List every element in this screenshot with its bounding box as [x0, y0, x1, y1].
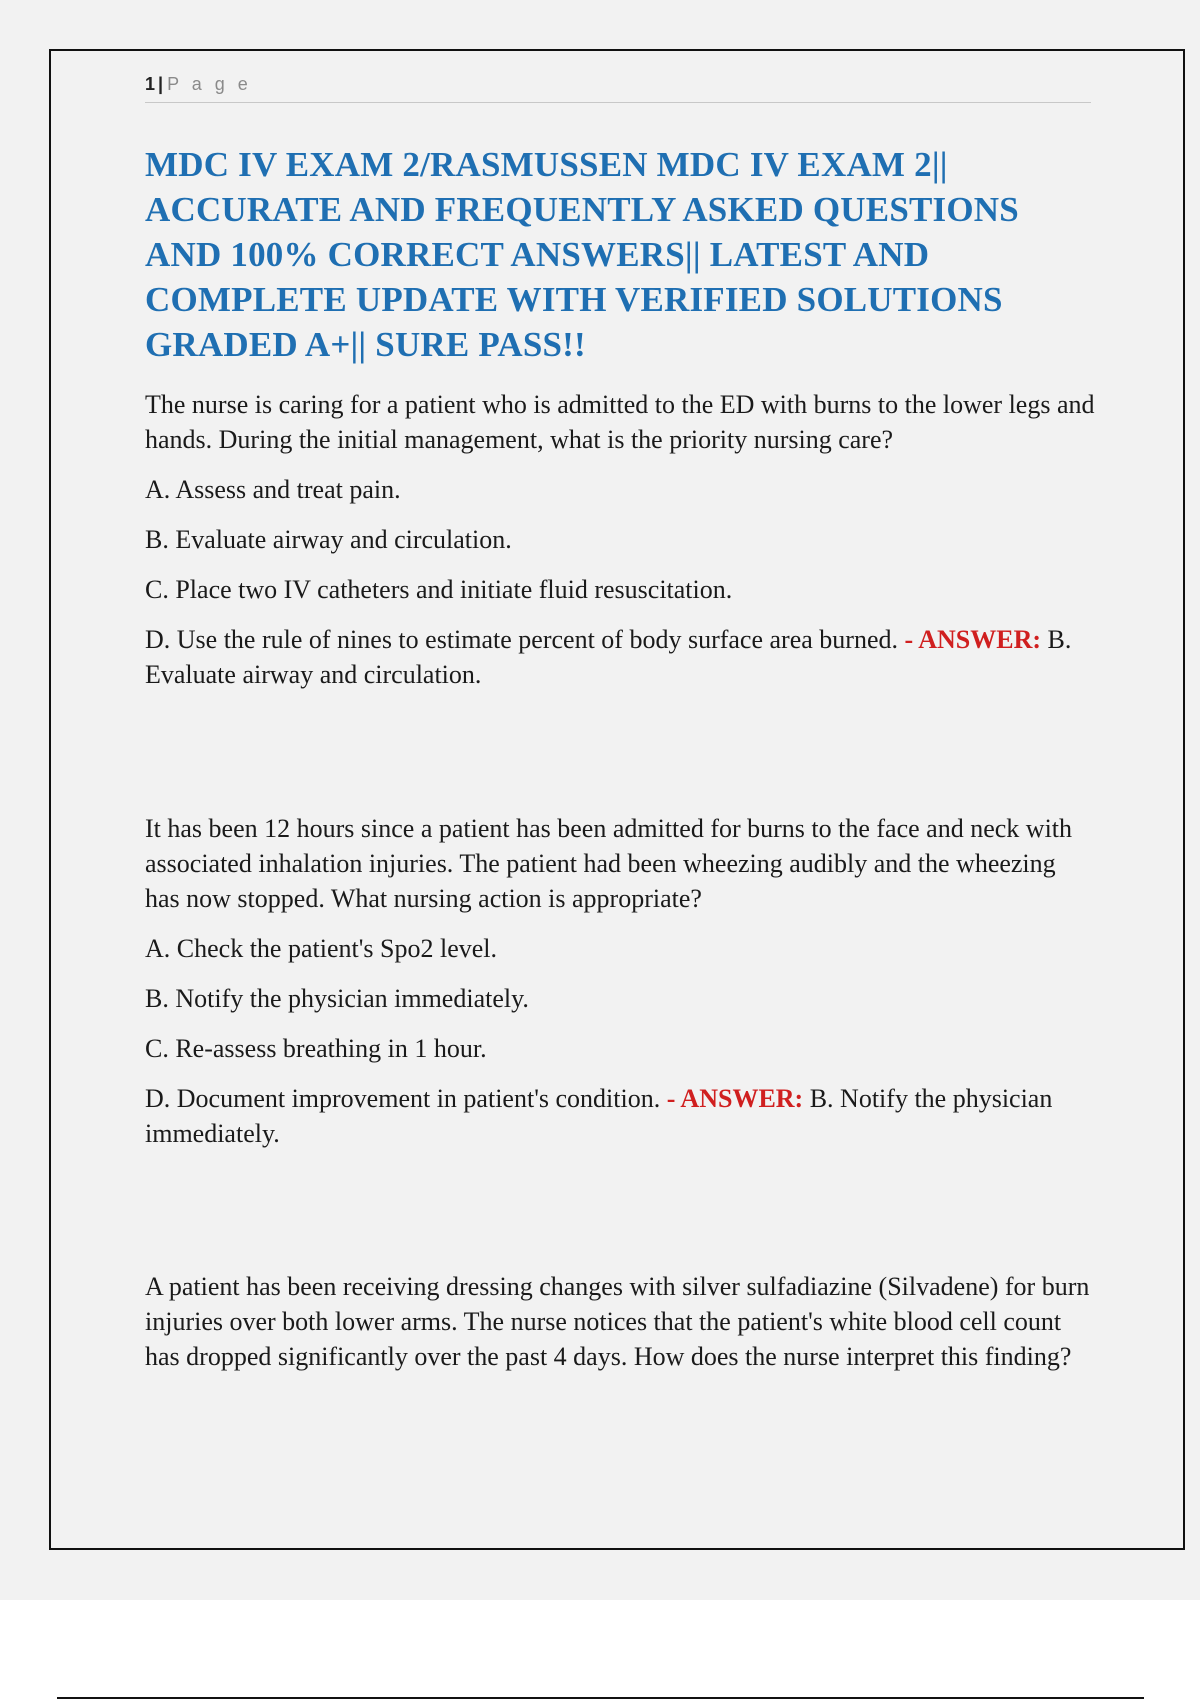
- question-2: [145, 811, 1095, 1151]
- page-label: P a g e: [167, 74, 252, 94]
- answer-text: B. Notify the physician immediately.: [145, 1084, 1053, 1148]
- option-d: D. Use the rule of nines to estimate percent of body surface area burned.: [145, 625, 898, 654]
- document-body: [145, 142, 1095, 1374]
- option-b: B. Notify the physician immediately.: [145, 984, 529, 1013]
- answer-label: - ANSWER:: [666, 1084, 804, 1113]
- option-c: C. Re-assess breathing in 1 hour.: [145, 1034, 487, 1063]
- question-stem: A patient has been receiving dressing changes with silver sulfadiazine (Silvadene) for burn injuries over both lower arms. The nurse notices that the patient's white blood cell count has dropped significantly over the past 4 days. How does the nurse interpret this finding?: [145, 1272, 1090, 1371]
- question-stem: It has been 12 hours since a patient has been admitted for burns to the face and neck with associated inhalation injuries. The patient had been wheezing audibly and the wheezing has now stopped. What nursing action is appropriate?: [145, 814, 1073, 913]
- question-stem: The nurse is caring for a patient who is admitted to the ED with burns to the lower legs and hands. During the initial management, what is the priority nursing care?: [145, 390, 1095, 454]
- option-a: A. Check the patient's Spo2 level.: [145, 934, 498, 963]
- option-d-with-answer: [145, 622, 1095, 692]
- footer-rule: [57, 1697, 1144, 1699]
- option-c: C. Place two IV catheters and initiate fluid resuscitation.: [145, 575, 733, 604]
- page-header-separator: |: [158, 74, 164, 94]
- page-header: [145, 74, 1091, 103]
- option-a: A. Assess and treat pain.: [145, 475, 401, 504]
- option-b: B. Evaluate airway and circulation.: [145, 525, 512, 554]
- option-d-with-answer: [145, 1081, 1095, 1151]
- answer-label: - ANSWER:: [904, 625, 1041, 654]
- document-title: MDC IV EXAM 2/RASMUSSEN MDC IV EXAM 2|| ACCURATE AND FREQUENTLY ASKED QUESTIONS AND 100% CORRECT ANSWERS|| LATEST AND COMPLETE UPDATE WITH VERIFIED SOLUTIONS GRADED A+|| SURE PASS!!: [145, 145, 1019, 364]
- page-number: 1: [145, 74, 156, 94]
- question-3: [145, 1269, 1095, 1374]
- answer-text: B. Evaluate airway and circulation.: [145, 625, 1072, 689]
- question-1: [145, 387, 1095, 692]
- option-d: D. Document improvement in patient's condition.: [145, 1084, 661, 1113]
